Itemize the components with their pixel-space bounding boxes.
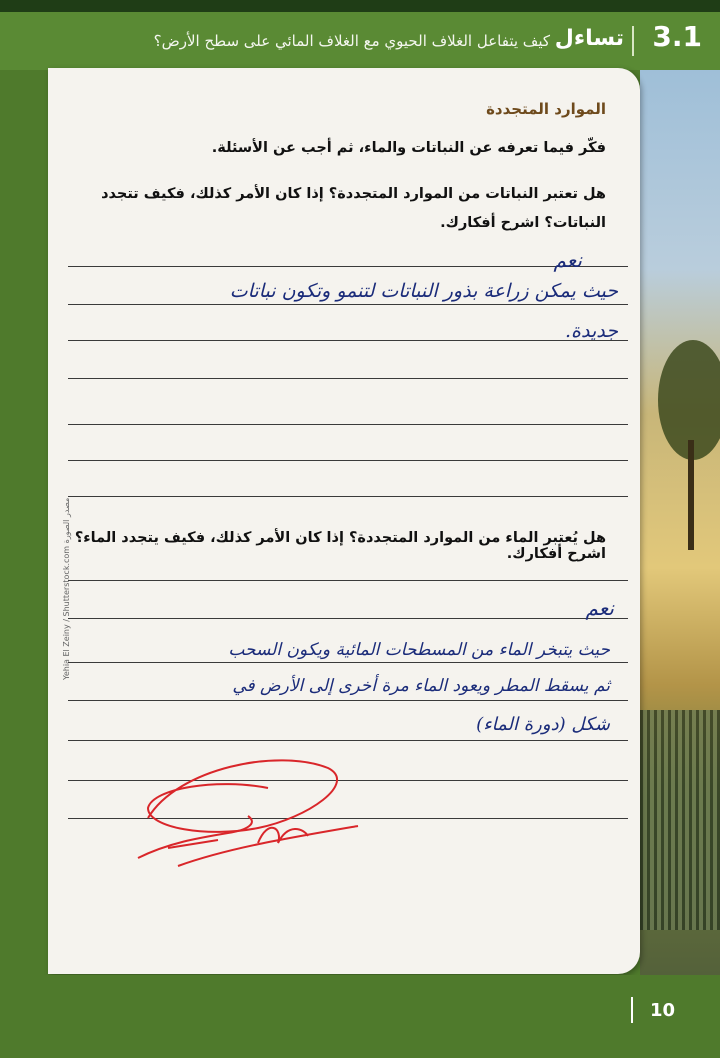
lesson-title: تساءل xyxy=(554,26,624,51)
answer-line xyxy=(68,580,628,581)
lesson-number: 3.1 xyxy=(652,20,702,53)
question-1: هل تعتبر النباتات من الموارد المتجددة؟ إذا كان الأمر كذلك، فكيف تتجدد النباتات؟ اشرح أفكارك. xyxy=(101,186,606,231)
answer-line xyxy=(68,304,628,305)
footer-bar xyxy=(0,975,720,1058)
intro-prompt: فكّر فيما تعرفه عن النباتات والماء، ثم أجب عن الأسئلة. xyxy=(211,140,606,156)
header-separator xyxy=(632,26,634,56)
answer-line xyxy=(68,700,628,701)
answer-line xyxy=(68,424,628,425)
answer-line xyxy=(68,378,628,379)
section-title: الموارد المتجددة xyxy=(486,100,606,118)
lesson-question: كيف يتفاعل الغلاف الحيوي مع الغلاف المائي على سطح الأرض؟ xyxy=(153,32,550,50)
tree-trunk xyxy=(688,440,694,550)
answer-line xyxy=(68,618,628,619)
answer-line xyxy=(68,496,628,497)
answer-line xyxy=(68,740,628,741)
photo-credit: Yehia El Zeiny / Shutterstock.com مصدر الصورة xyxy=(62,497,71,680)
handwritten-answer-1-line-3: جديدة. xyxy=(565,320,618,342)
handwritten-answer-2-line-3: ثم يسقط المطر ويعود الماء مرة أخرى إلى الأرض في xyxy=(232,676,610,696)
wetland-reeds xyxy=(640,710,720,930)
answer-line xyxy=(68,662,628,663)
page-header xyxy=(0,12,720,70)
handwritten-answer-1-line-1: نعم xyxy=(553,248,582,272)
worksheet-page xyxy=(48,68,640,974)
top-strip xyxy=(0,0,720,12)
answer-line xyxy=(68,266,628,267)
red-signature xyxy=(108,748,368,878)
answer-line xyxy=(68,340,628,341)
handwritten-answer-2-line-2: حيث يتبخر الماء من المسطحات المائية ويكون السحب xyxy=(228,640,610,660)
page-number-separator xyxy=(631,997,633,1023)
question-2: هل يُعتبر الماء من الموارد المتجددة؟ إذا كان الأمر كذلك، فكيف يتجدد الماء؟ اشرح أفكارك. xyxy=(74,530,606,562)
handwritten-answer-2-line-4: شكل (دورة الماء) xyxy=(476,714,610,735)
page-number: 10 xyxy=(650,1000,676,1021)
handwritten-answer-1-line-2: حيث يمكن زراعة بذور النباتات لتنمو وتكون نباتات xyxy=(229,280,618,302)
nature-photo xyxy=(640,70,720,975)
answer-line xyxy=(68,460,628,461)
handwritten-answer-2-line-1: نعم xyxy=(585,596,614,620)
